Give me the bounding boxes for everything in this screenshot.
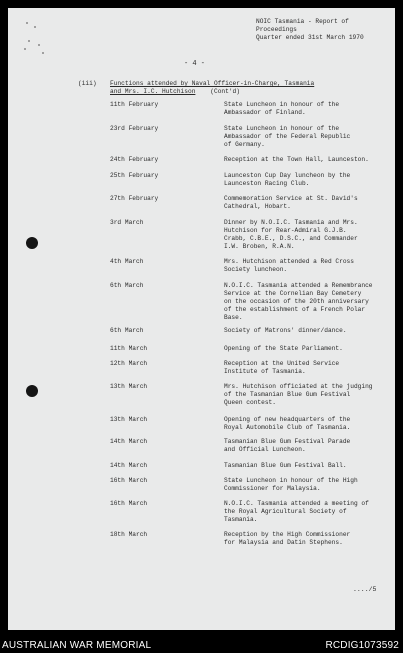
section-title [110,80,380,96]
header-line-2: Quarter ended 31st March 1970 [256,34,364,41]
entry-description-line: Reception at the United Service [224,360,340,367]
entry-description-line: of the establishment of a French Polar [224,306,366,313]
footer-credit-left: AUSTRALIAN WAR MEMORIAL [2,640,152,651]
entry-description [224,258,384,274]
entry-description-line: Launceston Cup Day luncheon by the [224,172,351,179]
entry-description-line: the Royal Agricultural Society of [224,508,347,515]
entry-date: 14th March [110,462,148,469]
entry-description-line: State Luncheon in honour of the [224,101,340,108]
entry-description-line: Tasmanian Blue Gum Festival Parade [224,438,351,445]
entry-date: 23rd February [110,125,159,132]
header-line-1: NOIC Tasmania - Report of Proceedings [256,18,349,33]
entry-description-line: Opening of the State Parliament. [224,345,343,352]
entry-date: 13th March [110,416,148,423]
continuation-marker: ..../5 [353,586,377,593]
entry-description [224,383,384,407]
entry-description-line: for Malaysia and Datin Stephens. [224,539,343,546]
footer-credit-right: RCDIG1073592 [325,640,399,651]
entry-date: 11th March [110,345,148,352]
entry-description [224,219,384,251]
entry-description-line: Institute of Tasmania. [224,368,306,375]
entry-description-line: Commissioner for Malaysia. [224,485,321,492]
entry-description [224,156,384,164]
entry-description-line: Queen contest. [224,399,276,406]
page-number: - 4 - [184,60,206,68]
entry-description-line: N.O.I.C. Tasmania attended a meeting of [224,500,369,507]
entry-date: 24th February [110,156,159,163]
entry-description [224,477,384,493]
punch-hole-bottom [26,385,38,397]
entry-description-line: and Official Luncheon. [224,446,306,453]
entry-date: 27th February [110,195,159,202]
entry-description-line: Reception by the High Commissioner [224,531,351,538]
section-title-line-2: and Mrs. I.C. Hutchison [110,88,196,95]
entry-description-line: Mrs. Hutchison officiated at the judging [224,383,373,390]
entry-description-line: State Luncheon in honour of the High [224,477,358,484]
entry-date: 3rd March [110,219,144,226]
entry-description-line: Dinner by N.O.I.C. Tasmania and Mrs. [224,219,358,226]
entry-description-line: I.W. Broben, R.A.N. [224,243,295,250]
entry-date: 6th March [110,282,144,289]
entry-description-line: Mrs. Hutchison attended a Red Cross [224,258,354,265]
entry-description-line: Society of Matrons' dinner/dance. [224,327,347,334]
entry-description-line: State Luncheon in honour of the [224,125,340,132]
entry-description [224,345,384,353]
entry-description-line: Opening of new headquarters of the [224,416,351,423]
entry-description [224,416,384,432]
entry-description-line: Commemoration Service at St. David's [224,195,358,202]
entry-description [224,327,384,335]
entry-description-line: of Germany. [224,141,265,148]
entry-date: 25th February [110,172,159,179]
entry-description-line: Launceston Racing Club. [224,180,310,187]
section-title-suffix: (Cont'd) [210,88,240,95]
entry-description [224,125,384,149]
entry-description-line: Royal Automobile Club of Tasmania. [224,424,351,431]
entry-description [224,101,384,117]
entry-description-line: Tasmanian Blue Gum Festival Ball. [224,462,347,469]
entry-description [224,172,384,188]
entry-date: 6th March [110,327,144,334]
document-page [8,8,395,630]
entry-description [224,500,384,524]
entry-description [224,360,384,376]
entry-description-line: Cathedral, Hobart. [224,203,291,210]
report-header [256,18,390,42]
entry-date: 16th March [110,500,148,507]
entry-description [224,438,384,454]
punch-hole-top [26,237,38,249]
entry-description-line: Hutchison for Rear-Admiral G.J.B. [224,227,347,234]
entry-description-line: Crabb, C.B.E., D.S.C., and Commander [224,235,358,242]
entry-description-line: Service at the Cornelian Bay Cemetery [224,290,362,297]
entry-date: 14th March [110,438,148,445]
entry-date: 4th March [110,258,144,265]
entry-description-line: Ambassador of the Federal Republic [224,133,351,140]
entry-date: 18th March [110,531,148,538]
entry-description [224,195,384,211]
entry-description [224,531,384,547]
entry-date: 13th March [110,383,148,390]
entry-description-line: N.O.I.C. Tasmania attended a Remembrance [224,282,373,289]
entry-description-line: of the Tasmanian Blue Gum Festival [224,391,351,398]
entry-date: 11th February [110,101,159,108]
entry-description [224,282,384,322]
entry-description-line: Reception at the Town Hall, Launceston. [224,156,369,163]
entry-description-line: Tasmania. [224,516,258,523]
entry-date: 16th March [110,477,148,484]
section-title-line-1: Functions attended by Naval Officer-in-Charge, Tasmania [110,80,315,87]
entry-description-line: Ambassador of Finland. [224,109,306,116]
entry-description-line: Base. [224,314,243,321]
entry-description-line: on the occasion of the 20th anniversary [224,298,369,305]
paper-marks [22,20,52,60]
section-number: (iii) [78,80,97,87]
entry-date: 12th March [110,360,148,367]
entry-description [224,462,384,470]
entry-description-line: Society luncheon. [224,266,288,273]
